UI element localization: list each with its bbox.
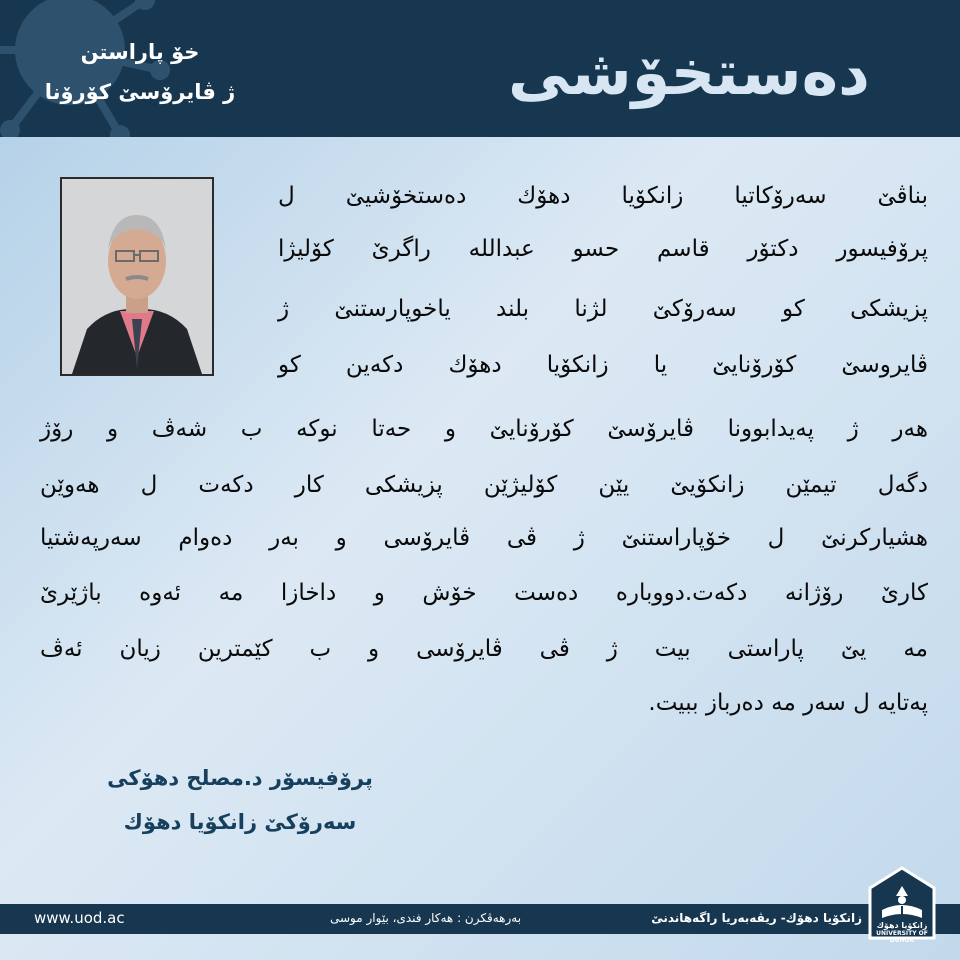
signature-name: پرۆفیسۆر د.مصلح دهۆکی [107, 766, 373, 790]
page-title: دەستخۆشی [508, 36, 870, 109]
article-line: دگەل تیمێن زانکۆیێ یێن کۆلیژێن پزیشکی کار دکەت ل هەوێن [40, 472, 928, 498]
university-logo [868, 866, 936, 946]
footer-university: زانکۆیا دهۆك- ریڤەبەریا راگەهاندنێ [651, 911, 862, 925]
footer-credits: بەرهەڤکرن : هەکار فندی، بێوار موسی [330, 911, 522, 925]
footer-bar [0, 904, 960, 934]
article-line: هەر ژ پەیدابوونا ڤایرۆسێ کۆرۆنایێ و حەتا نوکە ب شەڤ و رۆژ [40, 416, 928, 442]
article-line: بناڤێ سەرۆکاتیا زانکۆیا دهۆك دەستخۆشیێ ل [278, 183, 928, 209]
article-line: کارێ رۆژانە دکەت.دووبارە دەست خۆش و داخازا مە ئەوە باژێرێ [40, 580, 928, 606]
signature-role: سەرۆکێ زانکۆیا دهۆك [123, 810, 357, 834]
subtitle-line-1: خۆ پاراستن [80, 40, 200, 64]
article-line: پەتایە ل سەر مە دەرباز ببیت. [648, 690, 928, 716]
article-line: ڤایروسێ کۆرۆنایێ یا زانکۆیا دهۆك دکەین کو [278, 352, 928, 378]
article-line: پرۆفیسور دکتۆر قاسم حسو عبدالله راگرێ کۆلیژا [278, 236, 928, 262]
article-line: پزیشکی کو سەرۆکێ لژنا بلند یاخوپارستنێ ژ [278, 296, 928, 322]
subtitle-line-2: ژ ڤایرۆسێ کۆرۆنا [44, 80, 236, 104]
website-link[interactable]: www.uod.ac [34, 909, 125, 927]
logo-label [868, 921, 936, 944]
article-line: هشیارکرنێ ل خۆپاراستنێ ژ ڤی ڤایرۆسی و بەر دەوام سەرپەشتیا [40, 525, 928, 551]
article-line: مە یێ پاراستی بیت ژ ڤی ڤایرۆسی و ب کێمترین زیان ئەڤ [40, 636, 928, 662]
logo-name-en: UNIVERSITY OF DUHOK [876, 930, 928, 944]
logo-name-ku: زانكۆیا دهۆك [876, 921, 928, 930]
